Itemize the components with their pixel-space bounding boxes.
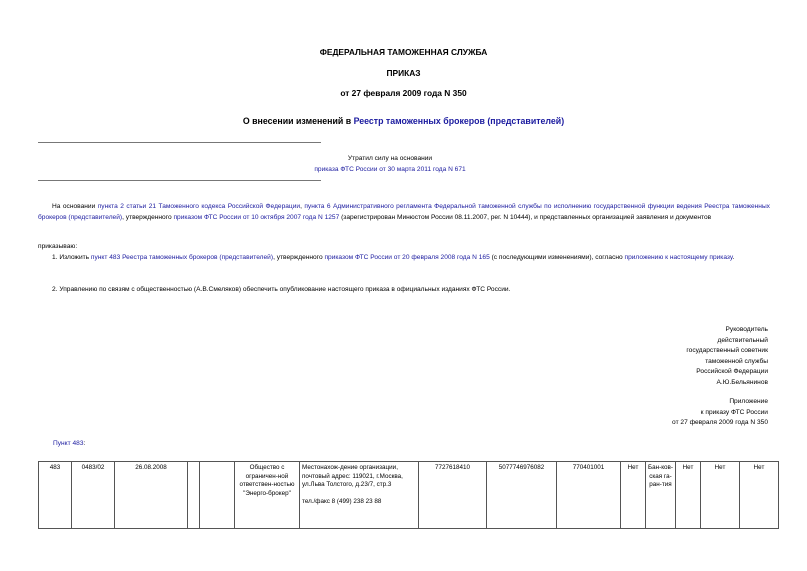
preamble-text-1: На основании — [52, 203, 98, 210]
cell-guarantee: Бан-ков-ская га-ран-тия — [646, 462, 676, 529]
status-line: Утратил силу на основании — [347, 155, 433, 162]
preamble-text-3: , утвержденного — [122, 213, 174, 221]
cell-reg-number: 0483/02 — [72, 462, 115, 529]
appendix-link[interactable]: приложению к настоящему приказу — [624, 254, 733, 261]
doc-type: ПРИКАЗ — [386, 68, 421, 78]
appendix-header — [672, 397, 768, 429]
preamble-paragraph — [38, 202, 770, 223]
address-text: Местонахож-дение организации, почтовый адрес: 119021, г.Москва, ул.Льва Толстого, д.23/7, стр.3 — [302, 464, 403, 489]
order-1257-link[interactable]: приказом ФТС России от 10 октября 2007 года N 1257 — [173, 213, 340, 221]
signature-block — [686, 325, 768, 389]
cell-flag: Нет — [740, 462, 779, 529]
cell-flag: Нет — [621, 462, 646, 529]
signature-line: А.Ю.Бельянинов — [716, 378, 768, 386]
signature-line: государственный советник — [686, 347, 768, 355]
registry-table — [38, 461, 779, 529]
point-483-link[interactable]: пункт 483 Реестра таможенных брокеров (представителей) — [90, 254, 274, 261]
order-165-link[interactable]: приказом ФТС России от 20 февраля 2008 года N 165 — [324, 254, 490, 261]
preamble-text-4: (зарегистрирован Минюстом России 08.11.2007, рег. N 10444), и представленных организацией заявления и документов — [339, 213, 712, 221]
order-subject — [0, 116, 807, 126]
order-date: от 27 февраля 2009 года N 350 — [340, 88, 467, 98]
subject-prefix: О внесении изменений в — [242, 116, 354, 126]
cell-empty — [200, 462, 235, 529]
point-label — [53, 440, 85, 447]
signature-line: действительный — [717, 336, 768, 344]
divider-bottom — [38, 180, 321, 181]
cell-company-name: Общество с ограничен-ной ответствен-ностью "Энерго-брокер" — [235, 462, 300, 529]
item1-text-3: (с последующими изменениями), согласно — [489, 254, 625, 261]
item1-text-2: , утвержденного — [273, 254, 325, 261]
preamble-text-2: , — [300, 203, 305, 210]
item-1 — [38, 253, 770, 264]
signature-line: Российской Федерации — [696, 368, 768, 376]
cell-inn: 7727618410 — [419, 462, 487, 529]
signature-line: таможенной службы — [705, 357, 768, 365]
phone-text: тел./факс 8 (499) 238 23 88 — [302, 497, 382, 505]
point-483-anchor[interactable]: Пункт 483 — [53, 440, 84, 447]
item1-text-1: 1. Изложить — [52, 254, 91, 261]
cell-flag: Нет — [701, 462, 740, 529]
registry-link[interactable]: Реестр таможенных брокеров (представителей) — [353, 116, 565, 126]
agency-title: ФЕДЕРАЛЬНАЯ ТАМОЖЕННАЯ СЛУЖБА — [319, 47, 488, 57]
cell-empty — [188, 462, 200, 529]
appendix-line: от 27 февраля 2009 года N 350 — [672, 419, 768, 427]
status-note — [280, 153, 500, 175]
order-word: приказываю: — [38, 243, 78, 250]
cell-flag: Нет — [676, 462, 701, 529]
repeal-order-link[interactable]: приказа ФТС России от 30 марта 2011 года N 671 — [314, 166, 466, 173]
cell-ogrn: 5077746976082 — [487, 462, 557, 529]
cell-address — [300, 462, 419, 529]
customs-code-link[interactable]: пункта 2 статьи 21 Таможенного кодекса Российской Федерации — [97, 203, 301, 210]
table-row — [39, 462, 779, 529]
point-suffix: : — [83, 440, 86, 447]
cell-date: 26.08.2008 — [115, 462, 188, 529]
item-2: 2. Управлению по связям с общественностью (А.В.Смеляков) обеспечить опубликование настоящего приказа в официальных изданиях ФТС России. — [52, 286, 511, 293]
regulation-link[interactable]: пункта 6 Административного регламента Федеральной таможенной службы по исполнению государственной функции ведения Реестра таможенных брокеров (представителей) — [38, 203, 770, 221]
signature-line: Руководитель — [725, 326, 768, 333]
appendix-line: к приказу ФТС России — [700, 408, 768, 416]
item1-text-4: . — [732, 254, 735, 261]
divider-top — [38, 142, 321, 143]
cell-number: 483 — [39, 462, 72, 529]
cell-kpp: 770401001 — [557, 462, 621, 529]
appendix-line: Приложение — [729, 398, 768, 405]
